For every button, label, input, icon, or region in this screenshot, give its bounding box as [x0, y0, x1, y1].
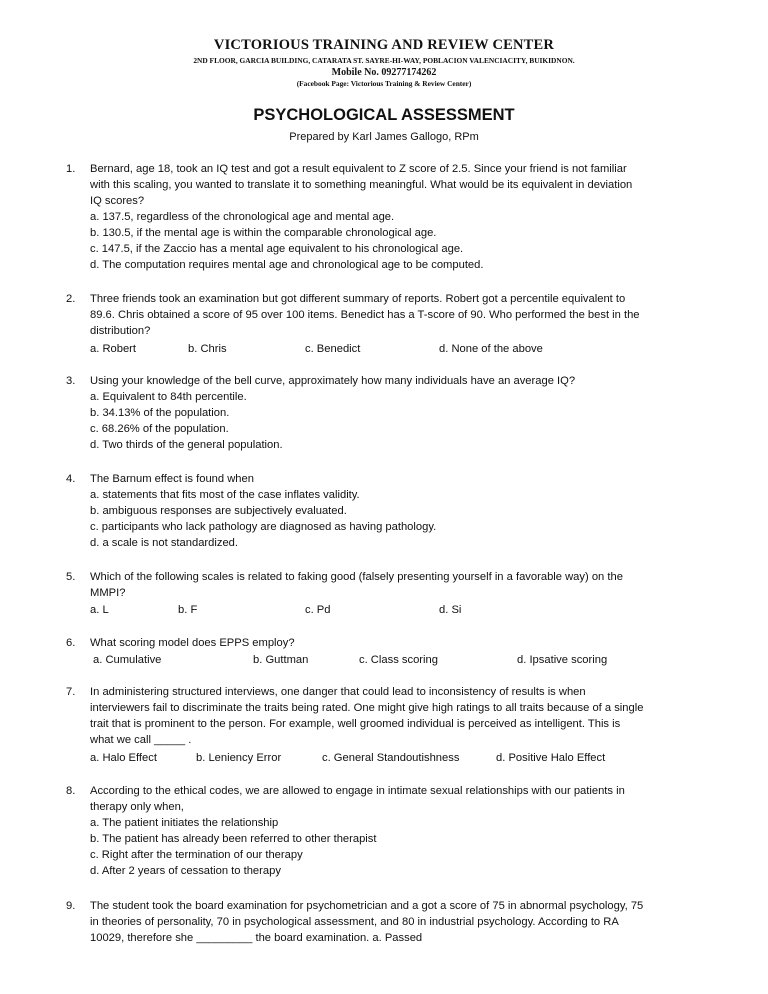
question-text-line: Bernard, age 18, took an IQ test and got a result equivalent to Z score of 2.5. Since your friend is not familiar [90, 163, 627, 175]
question-text-line: The student took the board examination for psychometrician and a got a score of 75 in abnormal psychology, 75 [90, 900, 644, 912]
answer-option: d. None of the above [439, 343, 543, 355]
document-title: PSYCHOLOGICAL ASSESSMENT [253, 106, 515, 124]
answer-option: d. After 2 years of cessation to therapy [90, 865, 281, 877]
answer-option: c. participants who lack pathology are diagnosed as having pathology. [90, 521, 437, 533]
question-number: 9. [66, 900, 76, 912]
answer-option: a. Halo Effect [90, 752, 157, 764]
question-text-line: therapy only when, [90, 801, 184, 813]
question-text-line: In administering structured interviews, one danger that could lead to inconsistency of results is when [90, 686, 586, 698]
document-subtitle: Prepared by Karl James Gallogo, RPm [289, 131, 479, 143]
question-number: 5. [66, 571, 76, 583]
question-text-line: with this scaling, you wanted to translate it to something meaningful. What would be its equivalent in deviation [90, 179, 633, 191]
question-text-line: interviewers fail to discriminate the traits being rated. One might give high ratings to all traits because of a single [90, 702, 644, 714]
answer-option: b. 130.5, if the mental age is within the comparable chronological age. [90, 227, 437, 239]
answer-option: c. Class scoring [359, 654, 438, 666]
answer-option: b. ambiguous responses are subjectively evaluated. [90, 505, 347, 517]
question-text-line: According to the ethical codes, we are allowed to engage in intimate sexual relationships with our patients in [90, 785, 625, 797]
answer-option: a. Equivalent to 84th percentile. [90, 391, 247, 403]
org-facebook: (Facebook Page: Victorious Training & Review Center) [296, 79, 472, 88]
answer-option: d. Ipsative scoring [517, 654, 608, 666]
question-text-line: 89.6. Chris obtained a score of 95 over 100 items. Benedict has a T-score of 90. Who performed the best in the [90, 309, 640, 321]
question-text-line: Which of the following scales is related to faking good (falsely presenting yourself in a favorable way) on the [90, 571, 623, 583]
question-number: 4. [66, 473, 76, 485]
org-address: 2ND FLOOR, GARCIA BUILDING, CATARATA ST. SAYRE-HI-WAY, POBLACION VALENCIACITY, BUIKIDNON. [193, 56, 575, 65]
question-text-line: 10029, therefore she _________ the board examination. a. Passed [90, 932, 423, 944]
answer-option: a. Cumulative [93, 654, 162, 666]
answer-option: d. a scale is not standardized. [90, 537, 239, 549]
answer-option: c. 68.26% of the population. [90, 423, 229, 435]
question-text-line: What scoring model does EPPS employ? [90, 637, 295, 649]
answer-option: a. The patient initiates the relationship [90, 817, 279, 829]
answer-option: c. Right after the termination of our therapy [90, 849, 303, 861]
org-mobile: Mobile No. 09277174262 [331, 67, 437, 78]
question-text-line: The Barnum effect is found when [90, 473, 254, 485]
answer-option: a. L [90, 604, 109, 616]
question-text-line: what we call _____ . [90, 734, 192, 746]
question-number: 6. [66, 637, 76, 649]
answer-option: b. The patient has already been referred to other therapist [90, 833, 377, 845]
answer-option: b. Chris [188, 343, 227, 355]
org-name: VICTORIOUS TRAINING AND REVIEW CENTER [213, 37, 555, 53]
answer-option: b. Guttman [253, 654, 309, 666]
question-text-line: trait that is prominent to the person. For example, well groomed individual is perceived as intelligent. This is [90, 718, 621, 730]
question-number: 3. [66, 375, 76, 387]
answer-option: b. F [178, 604, 198, 616]
answer-option: c. Pd [305, 604, 331, 616]
answer-option: d. Positive Halo Effect [496, 752, 606, 764]
answer-option: d. The computation requires mental age and chronological age to be computed. [90, 259, 484, 271]
question-text-line: IQ scores? [90, 195, 145, 207]
answer-option: c. Benedict [305, 343, 361, 355]
answer-option: a. statements that fits most of the case inflates validity. [90, 489, 360, 501]
question-number: 8. [66, 785, 76, 797]
answer-option: a. 137.5, regardless of the chronological age and mental age. [90, 211, 395, 223]
question-number: 2. [66, 293, 76, 305]
question-text-line: in theories of personality, 70 in psychological assessment, and 80 in industrial psychology. According to RA [90, 916, 619, 928]
question-text-line: MMPI? [90, 587, 126, 599]
answer-option: a. Robert [90, 343, 137, 355]
answer-option: c. General Standoutishness [322, 752, 460, 764]
question-text-line: Using your knowledge of the bell curve, approximately how many individuals have an average IQ? [90, 375, 576, 387]
question-text-line: Three friends took an examination but got different summary of reports. Robert got a percentile equivalent to [90, 293, 626, 305]
answer-option: b. 34.13% of the population. [90, 407, 230, 419]
answer-option: d. Two thirds of the general population. [90, 439, 283, 451]
answer-option: b. Leniency Error [196, 752, 282, 764]
question-text-line: distribution? [90, 325, 151, 337]
answer-option: d. Si [439, 604, 462, 616]
question-number: 7. [66, 686, 76, 698]
question-number: 1. [66, 163, 76, 175]
answer-option: c. 147.5, if the Zaccio has a mental age equivalent to his chronological age. [90, 243, 464, 255]
